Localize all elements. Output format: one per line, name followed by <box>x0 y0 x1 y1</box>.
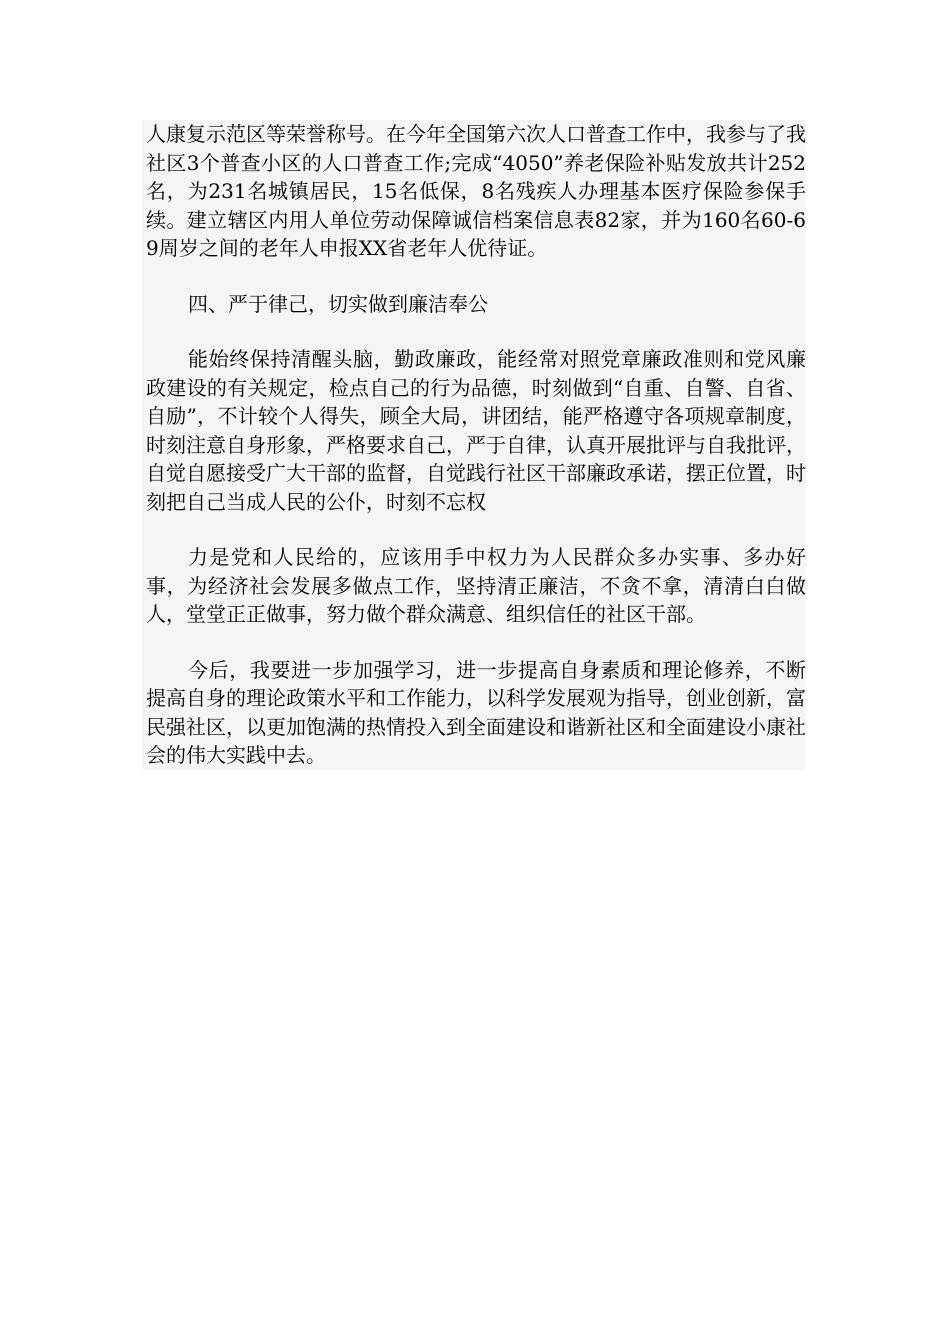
paragraph-future-plans: 今后，我要进一步加强学习，进一步提高自身素质和理论修养，不断提高自身的理论政策水平和工作能力，以科学发展观为指导，创业创新，富民强社区，以更加饱满的热情投入到全面建设和谐新社区和全面建设小康社会的伟大实践中去。 <box>142 656 806 770</box>
section-heading-integrity: 四、严于律己，切实做到廉洁奉公 <box>142 290 806 319</box>
paragraph-spacer <box>142 629 806 656</box>
paragraph-power-from-people: 力是党和人民给的，应该用手中权力为人民群众多办实事、多办好事，为经济社会发展多做点工作，坚持清正廉洁，不贪不拿，清清白白做人，堂堂正正做事，努力做个群众满意、组织信任的社区干部。 <box>142 543 806 629</box>
document-body <box>142 120 806 770</box>
paragraph-spacer <box>142 516 806 543</box>
paragraph-census-work: 人康复示范区等荣誉称号。在今年全国第六次人口普查工作中，我参与了我社区3个普查小区的人口普查工作;完成“4050”养老保险补贴发放共计252名，为231名城镇居民，15名低保，8名残疾人办理基本医疗保险参保手续。建立辖区内用人单位劳动保障诚信档案信息表82家，并为160名60-69周岁之间的老年人申报XX省老年人优待证。 <box>142 120 806 263</box>
paragraph-clean-governance: 能始终保持清醒头脑，勤政廉政，能经常对照党章廉政准则和党风廉政建设的有关规定，检点自己的行为品德，时刻做到“自重、自警、自省、自励”，不计较个人得失，顾全大局，讲团结，能严格遵守各项规章制度，时刻注意自身形象，严格要求自己，严于自律，认真开展批评与自我批评，自觉自愿接受广大干部的监督，自觉践行社区干部廉政承诺，摆正位置，时刻把自己当成人民的公仆，时刻不忘权 <box>142 345 806 516</box>
paragraph-spacer <box>142 318 806 345</box>
paragraph-spacer <box>142 263 806 290</box>
